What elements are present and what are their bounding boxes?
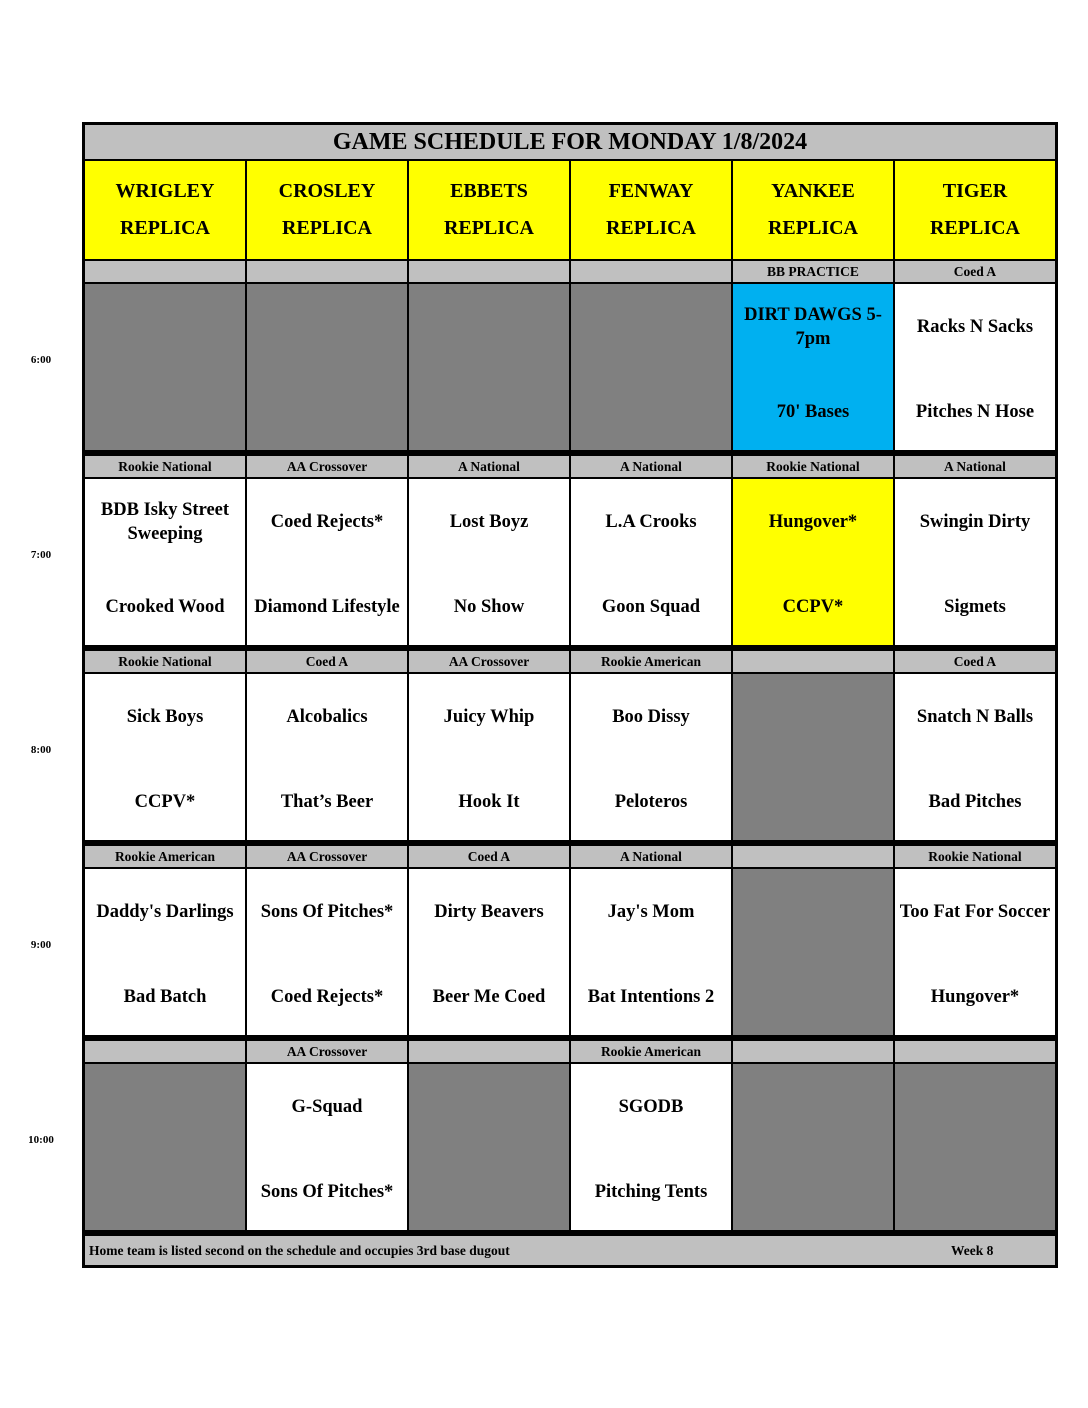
home-team: Goon Squad	[601, 597, 701, 617]
field-type: REPLICA	[119, 217, 210, 239]
game-cell	[247, 869, 407, 1035]
away-team: Daddy's Darlings	[96, 902, 234, 922]
division-label: Coed A	[409, 846, 569, 867]
game-cell	[85, 479, 245, 645]
home-team: Pitching Tents	[594, 1182, 708, 1202]
division-label: Rookie National	[895, 846, 1055, 867]
away-team: Dirty Beavers	[434, 902, 544, 922]
division-label: Coed A	[247, 651, 407, 672]
away-team: Lost Boyz	[449, 512, 529, 532]
schedule-table	[82, 122, 1058, 1268]
away-team: Swingin Dirty	[919, 512, 1031, 532]
away-team: BDB Isky Street Sweeping	[100, 500, 230, 544]
home-team: Hook It	[458, 792, 520, 812]
away-team: Juicy Whip	[443, 707, 535, 727]
empty-slot	[409, 284, 569, 450]
field-header-crosley	[247, 161, 407, 259]
game-cell	[409, 674, 569, 840]
home-team: CCPV*	[782, 597, 844, 617]
division-label: A National	[409, 456, 569, 477]
field-header-tiger	[895, 161, 1055, 259]
home-team: Beer Me Coed	[432, 987, 546, 1007]
field-name: CROSLEY	[278, 180, 376, 202]
empty-slot	[733, 1064, 893, 1230]
game-cell	[571, 674, 731, 840]
away-team: Jay's Mom	[607, 902, 695, 922]
division-label	[733, 1041, 893, 1062]
game-cell	[895, 869, 1055, 1035]
division-label	[571, 261, 731, 282]
empty-slot	[85, 1064, 245, 1230]
game-cell	[85, 674, 245, 840]
game-cell	[409, 479, 569, 645]
field-type: REPLICA	[443, 217, 534, 239]
home-team: Diamond Lifestyle	[254, 597, 400, 617]
field-header-wrigley	[85, 161, 245, 259]
division-label: Rookie National	[85, 651, 245, 672]
division-label	[409, 1041, 569, 1062]
division-label	[85, 261, 245, 282]
division-label: Coed A	[895, 261, 1055, 282]
empty-slot	[733, 869, 893, 1035]
empty-slot	[85, 284, 245, 450]
field-type: REPLICA	[605, 217, 696, 239]
field-name: FENWAY	[608, 180, 694, 202]
division-label: Rookie American	[571, 1041, 731, 1062]
time-label: 10:00	[28, 1134, 54, 1146]
home-team: Peloteros	[614, 792, 688, 812]
home-team: Crooked Wood	[105, 597, 225, 617]
field-header-fenway	[571, 161, 731, 259]
field-name: YANKEE	[771, 180, 855, 202]
away-team: L.A Crooks	[605, 512, 697, 532]
division-label: A National	[571, 456, 731, 477]
field-name: TIGER	[942, 180, 1008, 202]
home-team: Bad Batch	[123, 987, 207, 1007]
empty-slot	[247, 284, 407, 450]
division-label	[409, 261, 569, 282]
game-cell	[895, 674, 1055, 840]
game-cell	[895, 479, 1055, 645]
game-cell	[247, 479, 407, 645]
home-team: No Show	[453, 597, 525, 617]
game-cell	[733, 284, 893, 450]
time-label: 6:00	[30, 354, 52, 366]
away-team: Sick Boys	[126, 707, 204, 727]
home-team: 70' Bases	[776, 402, 850, 422]
away-team: Too Fat For Soccer	[899, 902, 1051, 922]
game-cell	[571, 479, 731, 645]
away-team: Sons Of Pitches*	[260, 902, 394, 922]
division-label	[733, 651, 893, 672]
game-cell	[571, 1064, 731, 1230]
game-cell	[733, 479, 893, 645]
home-team: Bat Intentions 2	[587, 987, 715, 1007]
away-team: G-Squad	[291, 1097, 363, 1117]
empty-slot	[571, 284, 731, 450]
division-label	[247, 261, 407, 282]
division-label: AA Crossover	[247, 456, 407, 477]
home-team: Bad Pitches	[928, 792, 1022, 812]
home-team: Pitches N Hose	[915, 402, 1035, 422]
division-label	[895, 1041, 1055, 1062]
empty-slot	[895, 1064, 1055, 1230]
footer-note: Home team is listed second on the schedule and occupies 3rd base dugout	[89, 1243, 510, 1258]
division-label: Rookie National	[733, 456, 893, 477]
division-label: BB PRACTICE	[733, 261, 893, 282]
field-type: REPLICA	[767, 217, 858, 239]
home-team: That’s Beer	[280, 792, 374, 812]
time-label: 8:00	[30, 744, 52, 756]
division-label	[85, 1041, 245, 1062]
home-team: Coed Rejects*	[270, 987, 384, 1007]
schedule-title: GAME SCHEDULE FOR MONDAY 1/8/2024	[85, 125, 1055, 159]
game-cell	[247, 674, 407, 840]
division-label: Rookie National	[85, 456, 245, 477]
division-label: AA Crossover	[247, 1041, 407, 1062]
division-label: Rookie American	[571, 651, 731, 672]
home-team: Sons Of Pitches*	[260, 1182, 394, 1202]
week-label: Week 8	[951, 1243, 994, 1258]
away-team: Hungover*	[768, 512, 858, 532]
time-label: 7:00	[30, 549, 52, 561]
empty-slot	[733, 674, 893, 840]
division-label	[733, 846, 893, 867]
division-label: A National	[571, 846, 731, 867]
away-team: Boo Dissy	[612, 707, 690, 727]
division-label: Coed A	[895, 651, 1055, 672]
away-team: DIRT DAWGS 5-7pm	[744, 305, 882, 349]
field-type: REPLICA	[929, 217, 1020, 239]
home-team: CCPV*	[134, 792, 196, 812]
field-header-yankee	[733, 161, 893, 259]
game-cell	[247, 1064, 407, 1230]
away-team: SGODB	[618, 1097, 684, 1117]
home-team: Sigmets	[944, 597, 1006, 617]
game-cell	[409, 869, 569, 1035]
field-type: REPLICA	[281, 217, 372, 239]
away-team: Racks N Sacks	[916, 317, 1034, 337]
home-team: Hungover*	[930, 987, 1020, 1007]
time-label: 9:00	[30, 939, 52, 951]
away-team: Coed Rejects*	[270, 512, 384, 532]
schedule-footer	[85, 1236, 1055, 1265]
field-name: WRIGLEY	[115, 180, 215, 202]
division-label: AA Crossover	[409, 651, 569, 672]
field-name: EBBETS	[450, 180, 528, 202]
division-label: A National	[895, 456, 1055, 477]
away-team: Alcobalics	[286, 707, 368, 727]
field-header-ebbets	[409, 161, 569, 259]
division-label: Rookie American	[85, 846, 245, 867]
game-cell	[571, 869, 731, 1035]
away-team: Snatch N Balls	[916, 707, 1034, 727]
game-cell	[895, 284, 1055, 450]
game-cell	[85, 869, 245, 1035]
empty-slot	[409, 1064, 569, 1230]
division-label: AA Crossover	[247, 846, 407, 867]
